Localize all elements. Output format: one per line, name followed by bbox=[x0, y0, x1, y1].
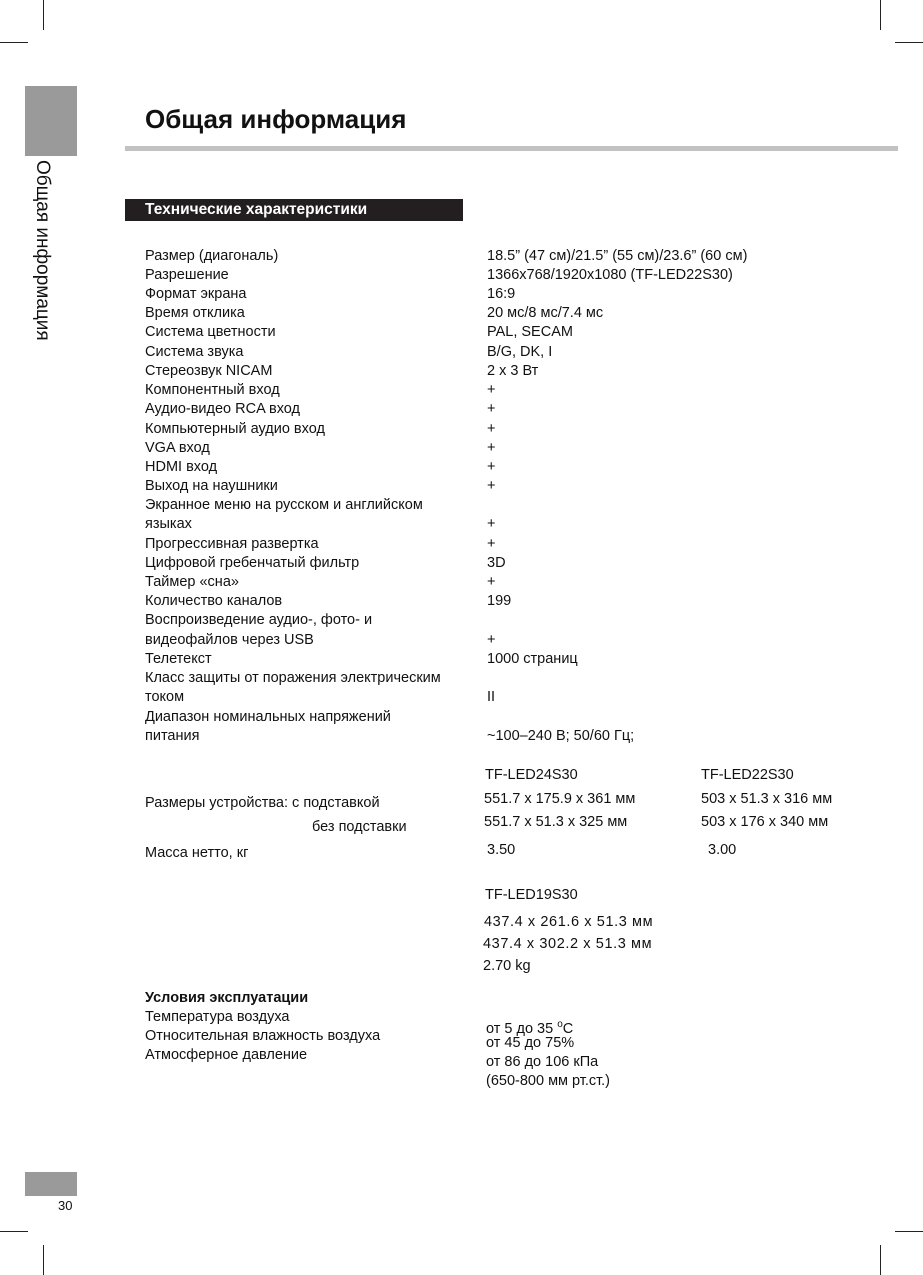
spec-value: + bbox=[487, 382, 496, 398]
spec-value: + bbox=[487, 459, 496, 475]
dims-label: Размеры устройства: с подставкой bbox=[145, 795, 380, 811]
spec-label: HDMI вход bbox=[145, 459, 218, 475]
spec-label: Количество каналов bbox=[145, 593, 283, 609]
page-number: 30 bbox=[58, 1198, 73, 1213]
spec-value: + bbox=[487, 478, 496, 494]
spec-label: Прогрессивная развертка bbox=[145, 536, 319, 552]
condition-label: Температура воздуха bbox=[145, 1009, 290, 1025]
crop-mark bbox=[0, 42, 28, 43]
title-rule bbox=[125, 146, 898, 151]
mass-value: 3.50 bbox=[487, 842, 516, 858]
spec-label: Диапазон номинальных напряжений bbox=[145, 709, 391, 725]
spec-label: Разрешение bbox=[145, 267, 229, 283]
spec-label: Класс защиты от поражения электрическим bbox=[145, 670, 441, 686]
page-tab bbox=[25, 1172, 77, 1196]
dims-value: 503 x 51.3 x 316 мм bbox=[701, 791, 833, 807]
spec-value: 20 мс/8 мс/7.4 мс bbox=[487, 305, 604, 321]
spec-label: Размер (диагональ) bbox=[145, 248, 279, 264]
spec-label: Телетекст bbox=[145, 651, 212, 667]
crop-mark bbox=[43, 1245, 44, 1275]
without-stand-label: без подставки bbox=[312, 819, 407, 835]
crop-mark bbox=[895, 42, 923, 43]
dims-value: 437.4 x 261.6 x 51.3 мм bbox=[484, 914, 654, 930]
spec-value: 1366x768/1920x1080 (TF-LED22S30) bbox=[487, 267, 733, 283]
side-tab bbox=[25, 86, 77, 156]
spec-label: Экранное меню на русском и английском bbox=[145, 497, 423, 513]
condition-label: Атмосферное давление bbox=[145, 1047, 308, 1063]
spec-label: Выход на наушники bbox=[145, 478, 278, 494]
condition-label: Относительная влажность воздуха bbox=[145, 1028, 381, 1044]
spec-label: Воспроизведение аудио-, фото- и bbox=[145, 612, 373, 628]
side-label: Общая информация bbox=[32, 160, 53, 341]
crop-mark bbox=[0, 1231, 28, 1232]
spec-value: 16:9 bbox=[487, 286, 516, 302]
dims-value: 503 x 176 x 340 мм bbox=[701, 814, 829, 830]
crop-mark bbox=[880, 0, 881, 30]
spec-label: Формат экрана bbox=[145, 286, 247, 302]
spec-value: + bbox=[487, 574, 496, 590]
temp-unit: C bbox=[562, 1020, 574, 1037]
spec-value: 2 х 3 Вт bbox=[487, 363, 539, 379]
spec-value: + bbox=[487, 516, 496, 532]
spec-label: питания bbox=[145, 728, 200, 744]
mass-value: 2.70 kg bbox=[483, 958, 531, 974]
temp-range: от 5 до 35 bbox=[486, 1020, 558, 1037]
spec-label: Таймер «сна» bbox=[145, 574, 239, 590]
spec-label: Цифровой гребенчатый фильтр bbox=[145, 555, 360, 571]
spec-value: PAL, SECAM bbox=[487, 324, 573, 340]
spec-value: 18.5” (47 см)/21.5” (55 см)/23.6” (60 см) bbox=[487, 248, 748, 264]
spec-label: Компьютерный аудио вход bbox=[145, 421, 325, 437]
spec-label: VGA вход bbox=[145, 440, 210, 456]
condition-value: от 86 до 106 кПа bbox=[486, 1054, 599, 1070]
spec-label: Стереозвук NICAM bbox=[145, 363, 273, 379]
spec-value: B/G, DK, I bbox=[487, 344, 553, 360]
condition-value: от 45 до 75% bbox=[486, 1035, 575, 1051]
spec-value: ~100–240 В; 50/60 Гц; bbox=[487, 728, 635, 744]
mass-value: 3.00 bbox=[708, 842, 737, 858]
model-header: TF-LED22S30 bbox=[701, 767, 794, 783]
crop-mark bbox=[880, 1245, 881, 1275]
condition-value: (650-800 мм рт.ст.) bbox=[486, 1073, 610, 1089]
dims-value: 437.4 x 302.2 x 51.3 мм bbox=[483, 936, 653, 952]
spec-label: Аудио-видео RCA вход bbox=[145, 401, 300, 417]
model-header: TF-LED24S30 bbox=[485, 767, 578, 783]
model-header: TF-LED19S30 bbox=[485, 887, 578, 903]
spec-value: 199 bbox=[487, 593, 512, 609]
spec-label: видеофайлов через USB bbox=[145, 632, 314, 648]
spec-label: Система цветности bbox=[145, 324, 276, 340]
dims-value: 551.7 x 175.9 x 361 мм bbox=[484, 791, 636, 807]
mass-label: Масса нетто, кг bbox=[145, 845, 249, 861]
spec-label: Время отклика bbox=[145, 305, 245, 321]
spec-label: Компонентный вход bbox=[145, 382, 280, 398]
spec-value: 3D bbox=[487, 555, 506, 571]
spec-value: 1000 страниц bbox=[487, 651, 578, 667]
dims-value: 551.7 x 51.3 x 325 мм bbox=[484, 814, 628, 830]
spec-value: + bbox=[487, 536, 496, 552]
degree-mark: o bbox=[557, 1019, 563, 1030]
crop-mark bbox=[895, 1231, 923, 1232]
spec-value: + bbox=[487, 401, 496, 417]
spec-value: + bbox=[487, 440, 496, 456]
crop-mark bbox=[43, 0, 44, 30]
spec-label: Система звука bbox=[145, 344, 244, 360]
page-title: Общая информация bbox=[145, 104, 407, 134]
spec-value: + bbox=[487, 632, 496, 648]
section-heading: Технические характеристики bbox=[125, 199, 463, 221]
conditions-heading: Условия эксплуатации bbox=[145, 990, 309, 1006]
spec-value: + bbox=[487, 421, 496, 437]
spec-value: II bbox=[487, 689, 496, 705]
spec-label: током bbox=[145, 689, 185, 705]
spec-label: языках bbox=[145, 516, 192, 532]
